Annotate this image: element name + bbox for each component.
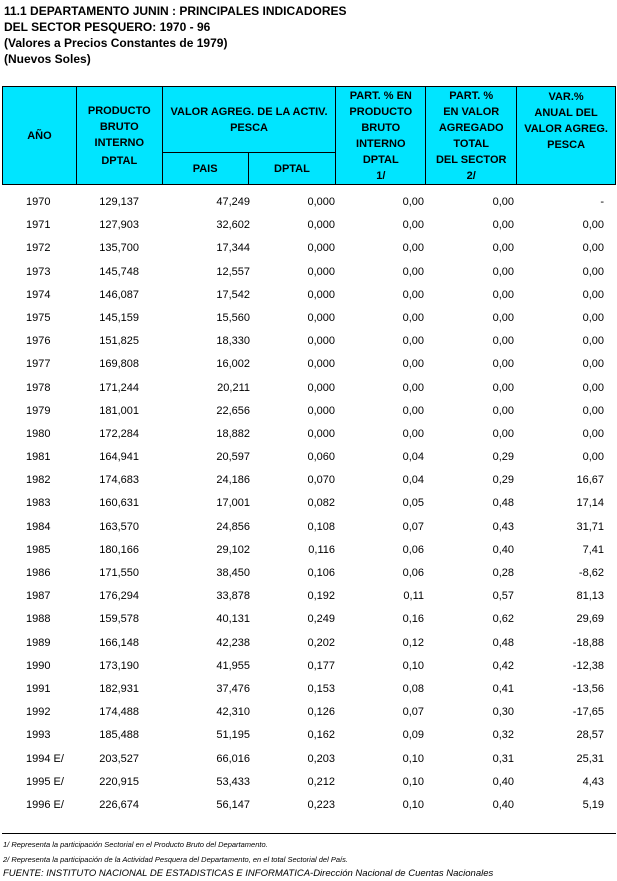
cell-var: -13,56 — [572, 682, 604, 695]
cell-part-valor: 0,28 — [492, 567, 514, 579]
header-part-pbi-line: 1/ — [376, 169, 386, 182]
cell-part-pbi: 0,00 — [402, 265, 424, 278]
cell-pais: 20,211 — [217, 381, 250, 394]
header-var-line: VALOR AGREG. — [524, 123, 608, 135]
cell-pbi-dptal: 127,903 — [99, 219, 139, 232]
table-row — [2, 702, 616, 725]
cell-part-valor: 0,00 — [492, 196, 514, 208]
cell-part-pbi: 0,10 — [402, 659, 424, 672]
cell-year: 1986 — [26, 567, 51, 579]
cell-year: 1971 — [26, 219, 51, 232]
table-row — [2, 215, 616, 238]
table-row — [2, 285, 616, 308]
cell-dptal: 0,192 — [307, 590, 335, 603]
cell-pbi-dptal: 129,137 — [99, 196, 139, 208]
cell-part-valor: 0,57 — [492, 590, 514, 603]
cell-dptal: 0,249 — [307, 613, 335, 626]
cell-dptal: 0,000 — [307, 242, 335, 255]
cell-year: 1990 — [26, 659, 51, 672]
cell-var: 0,00 — [582, 219, 604, 232]
cell-pais: 15,560 — [216, 311, 250, 324]
cell-year: 1994 E/ — [26, 752, 64, 765]
cell-pais: 22,656 — [216, 404, 250, 417]
table-row — [2, 447, 616, 470]
cell-year: 1974 — [26, 288, 51, 301]
cell-var: -8,62 — [578, 567, 604, 579]
cell-year: 1987 — [26, 590, 51, 603]
header-pbi-line: PRODUCTO — [87, 104, 151, 117]
header-var — [517, 87, 616, 185]
header-part-valor-line: AGREGADO — [438, 121, 504, 134]
cell-dptal: 0,106 — [307, 567, 335, 579]
cell-dptal: 0,000 — [307, 381, 335, 394]
cell-var: 4,43 — [582, 775, 604, 788]
cell-pais: 20,597 — [216, 451, 250, 464]
cell-part-pbi: 0,00 — [402, 219, 424, 232]
footnote-2: 2/ Representa la participación de la Actividad Pesquera del Departamento, en el total Sectorial del País. — [3, 855, 348, 864]
header-pbi — [76, 87, 162, 185]
cell-pais: 17,001 — [216, 497, 250, 510]
cell-part-valor: 0,30 — [492, 706, 514, 719]
cell-part-pbi: 0,00 — [402, 427, 424, 440]
cell-pbi-dptal: 159,578 — [99, 613, 139, 626]
cell-pbi-dptal: 171,550 — [99, 567, 139, 579]
cell-part-pbi: 0,00 — [402, 335, 424, 348]
cell-year: 1972 — [26, 242, 51, 255]
cell-var: -12,38 — [572, 659, 604, 672]
cell-part-pbi: 0,04 — [402, 451, 424, 464]
cell-var: 29,69 — [576, 613, 604, 626]
cell-part-pbi: 0,11 — [403, 590, 424, 603]
cell-pbi-dptal: 151,825 — [99, 335, 139, 348]
cell-var: 17,14 — [576, 497, 604, 510]
header-part-valor-line: PART. % — [449, 89, 494, 102]
cell-pbi-dptal: 160,631 — [99, 497, 139, 510]
cell-part-valor: 0,00 — [492, 242, 514, 255]
header-part-pbi-line: BRUTO — [361, 121, 401, 134]
table-row — [2, 609, 616, 632]
header-part-valor-line: EN VALOR — [443, 105, 500, 118]
header-pbi-line: DPTAL — [101, 154, 138, 167]
cell-var: 31,71 — [576, 520, 604, 533]
cell-part-valor: 0,40 — [492, 543, 514, 556]
cell-part-pbi: 0,00 — [402, 242, 424, 255]
header-part-pbi — [336, 87, 426, 185]
cell-dptal: 0,223 — [307, 798, 335, 811]
cell-var: - — [600, 196, 604, 208]
cell-dptal: 0,153 — [307, 682, 335, 695]
cell-dptal: 0,000 — [307, 196, 335, 208]
title-line-4: (Nuevos Soles) — [4, 52, 91, 66]
table-row — [2, 679, 616, 702]
cell-year: 1985 — [26, 543, 51, 556]
cell-dptal: 0,000 — [307, 265, 335, 278]
cell-part-pbi: 0,04 — [402, 474, 424, 487]
cell-pbi-dptal: 185,488 — [99, 729, 139, 742]
cell-part-valor: 0,40 — [492, 775, 514, 788]
cell-var: 0,00 — [582, 242, 604, 255]
cell-year: 1975 — [26, 311, 51, 324]
cell-dptal: 0,162 — [307, 729, 335, 742]
header-pbi-line: BRUTO — [99, 120, 139, 133]
footnote-1: 1/ Representa la participación Sectorial en el Producto Bruto del Departamento. — [3, 840, 268, 849]
header-var-line: ANUAL DEL — [534, 107, 598, 119]
cell-dptal: 0,082 — [307, 497, 335, 510]
cell-var: 81,13 — [576, 590, 604, 603]
cell-pais: 42,238 — [216, 636, 250, 649]
cell-pais: 40,131 — [216, 613, 250, 626]
title-line-1: 11.1 DEPARTAMENTO JUNIN : PRINCIPALES INDICADORES — [4, 4, 347, 18]
cell-dptal: 0,126 — [307, 706, 335, 719]
cell-part-valor: 0,00 — [492, 404, 514, 417]
footer-divider — [2, 833, 616, 834]
cell-year: 1982 — [26, 474, 51, 487]
cell-part-valor: 0,00 — [492, 219, 514, 232]
cell-var: 0,00 — [582, 288, 604, 301]
cell-part-pbi: 0,08 — [402, 682, 424, 695]
table-row — [2, 517, 616, 540]
cell-pais: 18,882 — [216, 427, 250, 440]
cell-var: 0,00 — [582, 358, 604, 371]
source-note: FUENTE: INSTITUTO NACIONAL DE ESTADISTICAS E INFORMATICA-Dirección Nacional de Cuentas Nacionales — [3, 868, 494, 879]
cell-year: 1992 — [26, 706, 51, 719]
cell-year: 1981 — [26, 451, 51, 464]
cell-year: 1988 — [26, 613, 51, 626]
cell-part-pbi: 0,00 — [402, 311, 424, 324]
cell-part-pbi: 0,10 — [402, 775, 424, 788]
header-part-pbi-line: DPTAL — [362, 153, 399, 166]
cell-part-valor: 0,32 — [492, 729, 514, 742]
table-row — [2, 633, 616, 656]
cell-part-pbi: 0,10 — [402, 752, 424, 765]
cell-part-pbi: 0,09 — [402, 729, 424, 742]
cell-year: 1993 — [26, 729, 51, 742]
cell-pbi-dptal: 171,244 — [99, 381, 139, 394]
cell-dptal: 0,000 — [307, 358, 335, 371]
cell-part-pbi: 0,00 — [402, 358, 424, 371]
cell-part-valor: 0,62 — [492, 613, 514, 626]
cell-part-valor: 0,42 — [492, 659, 514, 672]
table-row — [2, 262, 616, 285]
cell-part-pbi: 0,07 — [402, 520, 424, 533]
cell-part-pbi: 0,07 — [402, 706, 424, 719]
table-body — [2, 192, 616, 818]
cell-pais: 38,450 — [216, 567, 250, 579]
cell-pbi-dptal: 172,284 — [99, 427, 139, 440]
cell-var: 0,00 — [582, 427, 604, 440]
table-row — [2, 540, 616, 563]
header-part-pbi-line: PRODUCTO — [349, 105, 413, 118]
cell-pbi-dptal: 169,808 — [99, 358, 139, 371]
cell-pais: 41,955 — [216, 659, 250, 672]
cell-var: 0,00 — [582, 265, 604, 278]
cell-pbi-dptal: 182,931 — [99, 682, 139, 695]
cell-dptal: 0,000 — [307, 427, 335, 440]
cell-pais: 18,330 — [216, 335, 250, 348]
header-var-line: VAR.% — [548, 91, 584, 103]
table-row — [2, 656, 616, 679]
cell-pais: 17,542 — [216, 288, 250, 301]
cell-pais: 32,602 — [216, 219, 250, 232]
header-part-valor — [426, 87, 517, 185]
cell-dptal: 0,203 — [307, 752, 335, 765]
header-var-line: PESCA — [547, 139, 586, 151]
table-row — [2, 586, 616, 609]
cell-pais: 16,002 — [216, 358, 250, 371]
table-row — [2, 308, 616, 331]
cell-part-valor: 0,00 — [492, 311, 514, 324]
cell-part-pbi: 0,00 — [402, 404, 424, 417]
table-row — [2, 725, 616, 748]
cell-part-valor: 0,40 — [492, 798, 514, 811]
cell-part-valor: 0,29 — [492, 451, 514, 464]
cell-part-valor: 0,48 — [492, 497, 514, 510]
cell-pbi-dptal: 176,294 — [99, 590, 139, 603]
header-dptal: DPTAL — [248, 153, 336, 185]
table-row — [2, 749, 616, 772]
cell-pais: 24,856 — [216, 520, 250, 533]
cell-dptal: 0,177 — [307, 659, 335, 672]
header-anio: AÑO — [3, 87, 77, 185]
cell-dptal: 0,000 — [307, 404, 335, 417]
cell-part-valor: 0,00 — [492, 288, 514, 301]
cell-pbi-dptal: 174,683 — [99, 474, 139, 487]
cell-var: 0,00 — [582, 404, 604, 417]
cell-dptal: 0,116 — [308, 543, 335, 556]
header-part-valor-line: 2/ — [466, 169, 476, 182]
cell-pbi-dptal: 226,674 — [99, 798, 139, 811]
cell-pbi-dptal: 166,148 — [99, 636, 139, 649]
cell-part-valor: 0,48 — [492, 636, 514, 649]
cell-part-valor: 0,29 — [492, 474, 514, 487]
header-part-valor-line: DEL SECTOR — [435, 153, 507, 166]
cell-pais: 17,344 — [216, 242, 250, 255]
header-pbi-line: INTERNO — [94, 136, 145, 149]
table-row — [2, 470, 616, 493]
cell-var: 25,31 — [576, 752, 604, 765]
cell-year: 1991 — [26, 682, 51, 695]
cell-part-pbi: 0,06 — [402, 567, 424, 579]
table-row — [2, 354, 616, 377]
cell-pbi-dptal: 220,915 — [99, 775, 139, 788]
cell-var: -17,65 — [572, 706, 604, 719]
cell-pais: 12,557 — [216, 265, 250, 278]
cell-pbi-dptal: 163,570 — [99, 520, 139, 533]
cell-year: 1979 — [26, 404, 51, 417]
cell-year: 1973 — [26, 265, 51, 278]
table-row — [2, 331, 616, 354]
cell-dptal: 0,000 — [307, 219, 335, 232]
cell-year: 1976 — [26, 335, 51, 348]
cell-part-valor: 0,00 — [492, 381, 514, 394]
cell-var: 0,00 — [582, 451, 604, 464]
cell-part-valor: 0,43 — [492, 520, 514, 533]
cell-pbi-dptal: 173,190 — [99, 659, 139, 672]
header-part-valor-line: TOTAL — [453, 137, 490, 150]
table-row — [2, 563, 616, 586]
cell-dptal: 0,108 — [307, 520, 335, 533]
table-row — [2, 238, 616, 261]
table-row — [2, 192, 616, 215]
cell-pais: 33,878 — [216, 590, 250, 603]
cell-part-pbi: 0,05 — [402, 497, 424, 510]
cell-part-pbi: 0,10 — [402, 798, 424, 811]
cell-part-valor: 0,00 — [492, 335, 514, 348]
header-part-pbi-line: PART. % EN — [349, 89, 412, 102]
title-line-2: DEL SECTOR PESQUERO: 1970 - 96 — [4, 20, 211, 34]
cell-part-pbi: 0,06 — [402, 543, 424, 556]
table-title — [4, 3, 347, 67]
cell-year: 1980 — [26, 427, 51, 440]
table-row — [2, 378, 616, 401]
cell-year: 1996 E/ — [26, 798, 64, 811]
cell-pais: 56,147 — [216, 798, 250, 811]
table-row — [2, 493, 616, 516]
cell-pbi-dptal: 203,527 — [99, 752, 139, 765]
cell-year: 1983 — [26, 497, 51, 510]
cell-part-pbi: 0,00 — [402, 196, 424, 208]
cell-year: 1995 E/ — [26, 775, 64, 788]
cell-var: 5,19 — [582, 798, 604, 811]
table-row — [2, 772, 616, 795]
cell-dptal: 0,000 — [307, 335, 335, 348]
header-valor-agreg-line: VALOR AGREG. DE LA ACTIV. — [170, 105, 328, 118]
cell-part-valor: 0,31 — [492, 752, 514, 765]
cell-pais: 66,016 — [216, 752, 250, 765]
title-line-3: (Valores a Precios Constantes de 1979) — [4, 36, 228, 50]
cell-pbi-dptal: 174,488 — [99, 706, 139, 719]
cell-dptal: 0,212 — [307, 775, 335, 788]
cell-year: 1984 — [26, 520, 51, 533]
header-part-pbi-line: INTERNO — [356, 137, 406, 150]
cell-var: -18,88 — [572, 636, 604, 649]
cell-pbi-dptal: 146,087 — [99, 288, 139, 301]
table-row — [2, 795, 616, 818]
cell-var: 28,57 — [576, 729, 604, 742]
header-pais: PAIS — [162, 153, 248, 185]
cell-var: 7,41 — [582, 543, 604, 556]
cell-pbi-dptal: 145,159 — [99, 311, 139, 324]
cell-var: 0,00 — [582, 381, 604, 394]
cell-pais: 24,186 — [216, 474, 250, 487]
cell-pais: 53,433 — [216, 775, 250, 788]
cell-pbi-dptal: 164,941 — [99, 451, 139, 464]
cell-part-valor: 0,00 — [492, 358, 514, 371]
table-header — [2, 86, 616, 185]
table-row — [2, 424, 616, 447]
cell-year: 1970 — [26, 196, 51, 208]
cell-part-pbi: 0,16 — [402, 613, 424, 626]
cell-dptal: 0,060 — [307, 451, 335, 464]
cell-pbi-dptal: 181,001 — [99, 404, 139, 417]
cell-pais: 51,195 — [216, 729, 250, 742]
cell-dptal: 0,202 — [307, 636, 335, 649]
cell-var: 16,67 — [576, 474, 604, 487]
cell-pais: 42,310 — [216, 706, 250, 719]
cell-part-pbi: 0,00 — [402, 381, 424, 394]
cell-pbi-dptal: 180,166 — [99, 543, 139, 556]
cell-dptal: 0,000 — [307, 288, 335, 301]
header-valor-agreg-line: PESCA — [230, 121, 268, 134]
cell-part-valor: 0,00 — [492, 427, 514, 440]
cell-var: 0,00 — [582, 311, 604, 324]
table-row — [2, 401, 616, 424]
cell-year: 1977 — [26, 358, 51, 371]
cell-year: 1989 — [26, 636, 51, 649]
cell-dptal: 0,070 — [307, 474, 335, 487]
cell-part-valor: 0,00 — [492, 265, 514, 278]
cell-dptal: 0,000 — [307, 311, 335, 324]
header-valor-agreg — [162, 87, 336, 153]
cell-year: 1978 — [26, 381, 51, 394]
cell-pais: 29,102 — [216, 543, 250, 556]
cell-pais: 47,249 — [216, 196, 250, 208]
cell-part-pbi: 0,12 — [402, 636, 424, 649]
cell-part-pbi: 0,00 — [402, 288, 424, 301]
cell-pbi-dptal: 145,748 — [99, 265, 139, 278]
cell-pbi-dptal: 135,700 — [99, 242, 139, 255]
cell-var: 0,00 — [582, 335, 604, 348]
cell-part-valor: 0,41 — [492, 682, 514, 695]
cell-pais: 37,476 — [216, 682, 250, 695]
